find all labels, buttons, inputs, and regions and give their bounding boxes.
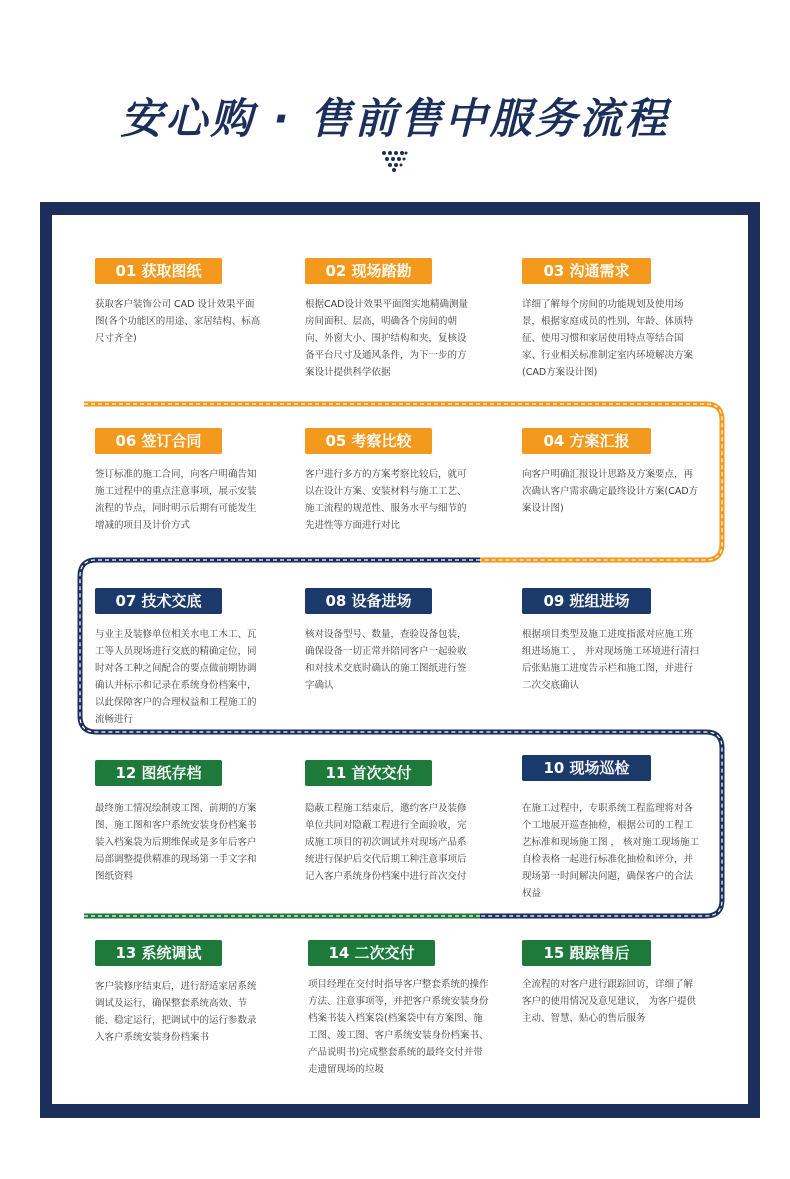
step-01-desc: 获取客户装饰公司 CAD 设计效果平面图(各个功能区的用途、家居结构、标高尺寸齐全)	[95, 299, 261, 344]
step-10-desc: 在施工过程中，专职系统工程监理将对各个工地展开巡查抽检，根据公司的工程工艺标准和现场施工图 ， 核对施工现场施工自检表格一起进行标准化抽检和评分，并现场第一时间解决问题，确保客户的合法权益	[522, 803, 700, 899]
step-07-desc: 与业主及装修单位相关水电工木工、瓦工等人员现场进行交底的精确定位，同时对各工种之间配合的要点做前期协调确认并标示和记录在系统身份档案中，以此保障客户的合理权益和工程施工的流畅进行	[95, 629, 257, 725]
step-13-desc: 客户装修序结束后，进行舒适家居系统调试及运行，确保整套系统高效、节能、稳定运行，把调试中的运行参数录入客户系统安装身份档案书	[95, 981, 257, 1043]
page-title: 安心购 · 售前售中服务流程	[120, 94, 670, 143]
step-03-badge: 03 沟通需求	[522, 258, 651, 284]
step-09-desc: 根据项目类型及施工进度指派对应施工班组进场施工 ， 并对现场施工环境进行清扫后张贴施工进度告示栏和施工图，并进行二次交底确认	[522, 629, 700, 691]
step-12-desc: 最终施工情况绘制竣工图、前期的方案图、施工图和客户系统安装身份档案书装入档案袋为后期维保或是多年后客户局部调整提供精准的现场第一手文字和图纸资料	[95, 803, 257, 882]
step-06-badge: 06 签订合同	[95, 428, 222, 454]
step-08-badge: 08 设备进场	[305, 588, 432, 614]
step-10-badge: 10 现场巡检	[522, 755, 651, 781]
step-06-desc: 签订标准的施工合同，向客户明确告知施工过程中的重点注意事项，展示安装流程的节点，同时明示后期有可能发生增减的项目及计价方式	[95, 469, 257, 531]
step-14-desc: 项目经理在交付时指导客户整套系统的操作方法、注意事项等，并把客户系统安装身份档案书装入档案袋(档案袋中有方案图、施工图、竣工图、客户系统安装身份档案书、产品说明书)完成整套系统的最终交付并带走遗留现场的垃圾	[308, 979, 489, 1075]
step-02-desc: 根据CAD设计效果平面图实地精确测量房间面积、层高，明确各个房间的朝向、外窗大小、围护结构和夹，复核设备平台尺寸及通风条件，为下一步的方案设计提供科学依据	[305, 299, 468, 378]
step-07-badge: 07 技术交底	[95, 588, 222, 614]
step-14-badge: 14 二次交付	[308, 940, 435, 966]
step-02-badge: 02 现场踏勘	[305, 258, 432, 284]
step-04-desc: 向客户明确汇报设计思路及方案要点，再次确认客户需求确定最终设计方案(CAD方案设计图)	[522, 469, 699, 514]
step-09-badge: 09 班组进场	[522, 588, 651, 614]
step-04-badge: 04 方案汇报	[522, 428, 651, 454]
step-05-desc: 客户进行多方的方案考察比较后，就可以在设计方案、安装材料与施工工艺、施工流程的规范性、服务水平与细节的先进性等方面进行对比	[305, 469, 467, 531]
step-03-desc: 详细了解每个房间的功能规划及使用场景，根据家庭成员的性别、年龄、体质特征、使用习惯和家居使用特点等结合国家、行业相关标准制定室内环境解决方案(CAD方案设计图)	[522, 299, 694, 378]
step-11-badge: 11 首次交付	[305, 760, 432, 786]
step-05-badge: 05 考察比较	[305, 428, 432, 454]
step-08-desc: 核对设备型号、数量，查验设备包装，确保设备一切正常并陪同客户一起验收和对技术交底时确认的施工图纸进行签字确认	[305, 629, 467, 691]
step-13-badge: 13 系统调试	[95, 940, 222, 966]
step-12-badge: 12 图纸存档	[95, 760, 222, 786]
step-15-desc: 全流程的对客户进行跟踪回访，详细了解客户的使用情况及意见建议， 为客户提供主动、智慧、贴心的售后服务	[522, 979, 697, 1024]
step-15-badge: 15 跟踪售后	[522, 940, 651, 966]
step-11-desc: 隐蔽工程施工结束后，邀约客户及装修单位共同对隐蔽工程进行全面验收，完成施工项目的初次调试并对现场产品系统进行保护后交代后期工种注意事项后记入客户系统身份档案中进行首次交付	[305, 803, 467, 882]
step-01-badge: 01 获取图纸	[95, 258, 222, 284]
